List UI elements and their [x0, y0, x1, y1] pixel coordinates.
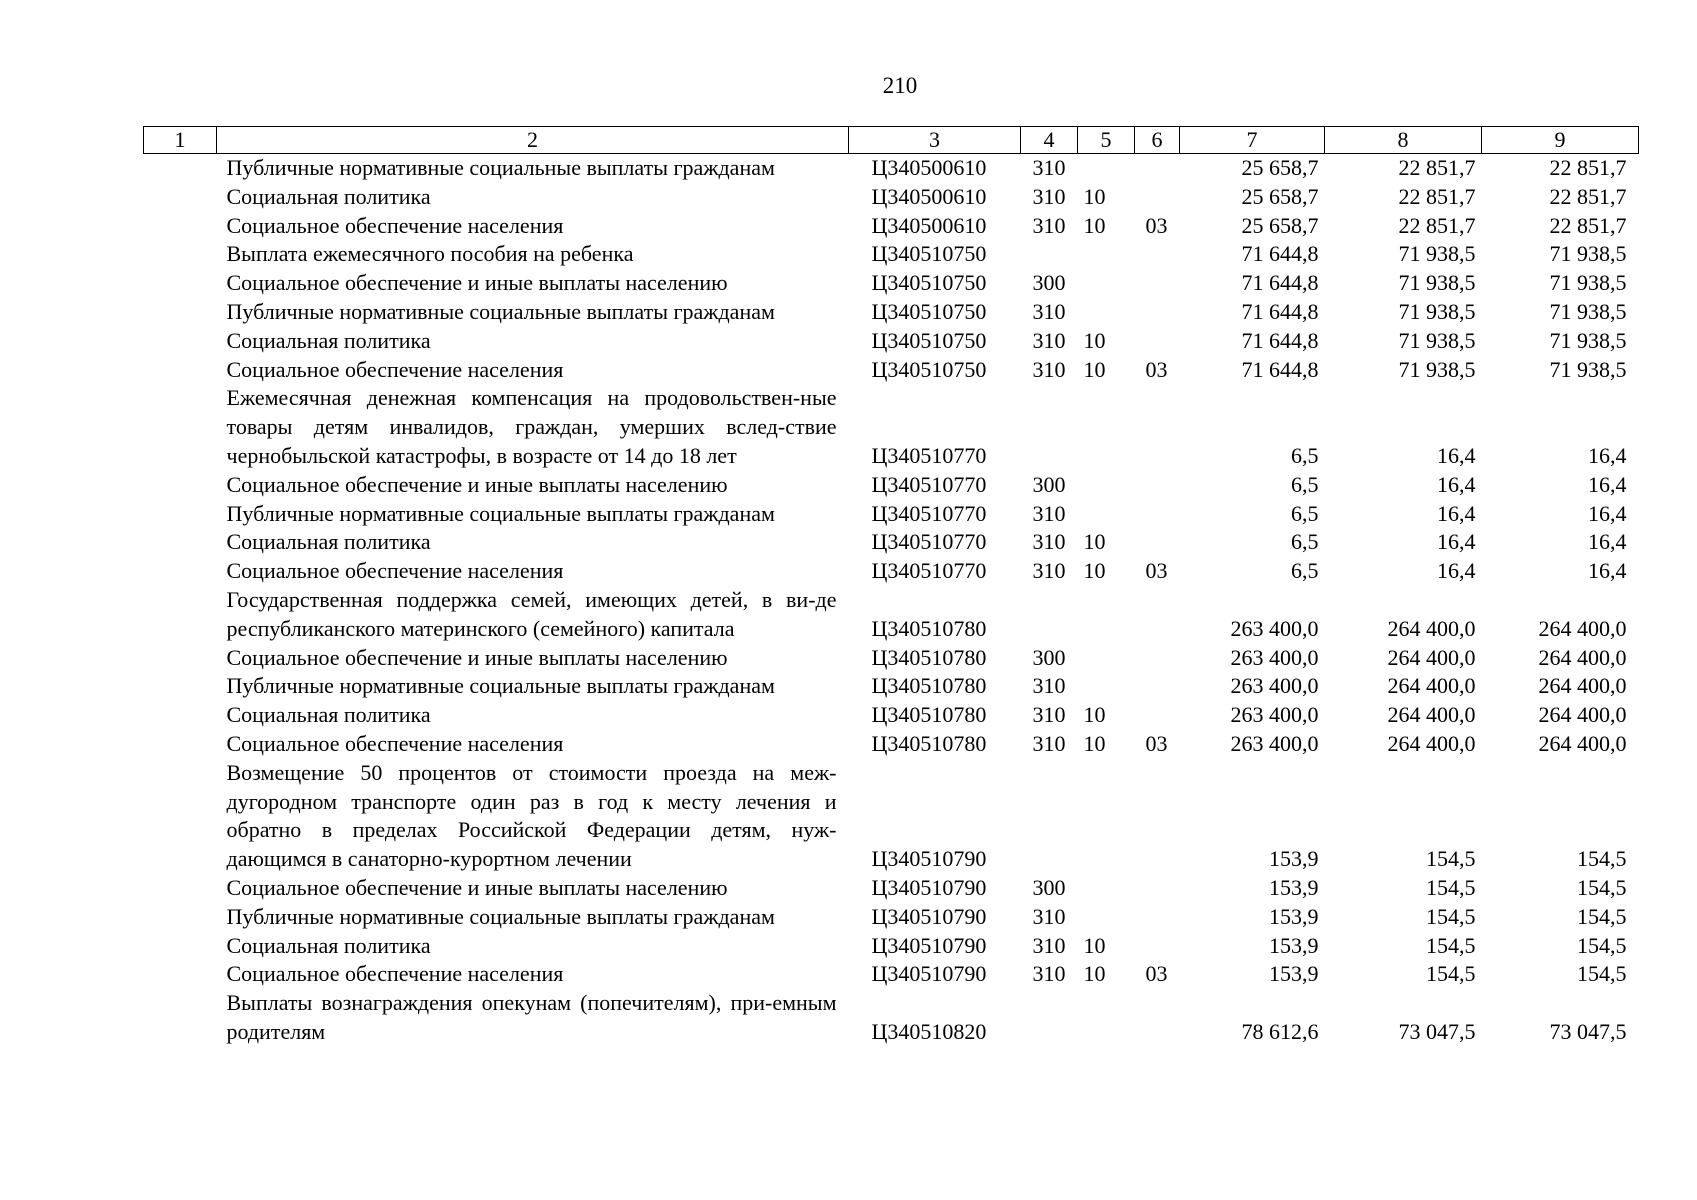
- row-spacer-cell: [144, 932, 217, 961]
- amount-col-7: 263 400,0: [1230, 615, 1319, 641]
- amount-col-7: 71 644,8: [1241, 298, 1319, 324]
- amount-col-8: 22 851,7: [1398, 212, 1476, 238]
- header-row: [144, 127, 1639, 154]
- row-spacer-cell: [144, 356, 217, 385]
- amount-col-8: 264 400,0: [1387, 615, 1476, 641]
- amount-col-7: 263 400,0: [1230, 673, 1319, 699]
- amount-col-9: 22 851,7: [1549, 212, 1627, 238]
- target-article-code: Ц340510770: [871, 529, 987, 555]
- table-row: [144, 586, 1639, 644]
- target-article-code: Ц340500610: [871, 183, 987, 209]
- subsection-code: [1135, 500, 1180, 529]
- row-spacer-cell: [144, 212, 217, 241]
- subsection-code: [1135, 874, 1180, 903]
- section-code: 10: [1083, 327, 1106, 353]
- expense-group: 310: [1032, 932, 1066, 958]
- row-spacer-cell: [144, 298, 217, 327]
- amount-col-9: 71 938,5: [1549, 327, 1627, 353]
- table-row: [144, 154, 1639, 183]
- amount-col-9: 264 400,0: [1538, 702, 1627, 728]
- amount-col-9: 73 047,5: [1549, 1018, 1627, 1044]
- amount-col-9: 16,4: [1588, 471, 1627, 497]
- amount-col-8: 22 851,7: [1398, 155, 1476, 180]
- column-number-header: 4: [1021, 127, 1078, 154]
- amount-col-7: 71 644,8: [1241, 241, 1319, 267]
- section-code: 10: [1083, 932, 1106, 958]
- subsection-code: [1135, 298, 1180, 327]
- row-spacer-cell: [144, 154, 217, 183]
- amount-col-7: 153,9: [1269, 961, 1319, 987]
- target-article-code: Ц340510770: [871, 471, 987, 497]
- target-article-code: Ц340510750: [871, 327, 987, 353]
- expense-group: [1021, 240, 1078, 269]
- subsection-code: [1135, 903, 1180, 932]
- item-name: Социальное обеспечение и иные выплаты населению: [226, 471, 728, 497]
- expense-group: 310: [1032, 212, 1066, 238]
- section-code: [1078, 500, 1135, 529]
- target-article-code: Ц340510770: [871, 558, 987, 584]
- table-row: [144, 730, 1639, 759]
- item-name: Выплата ежемесячного пособия на ребенка: [226, 241, 634, 267]
- amount-col-9: 22 851,7: [1549, 155, 1627, 180]
- row-spacer-cell: [144, 327, 217, 356]
- amount-col-8: 71 938,5: [1398, 327, 1476, 353]
- row-spacer-cell: [144, 500, 217, 529]
- amount-col-7: 71 644,8: [1241, 327, 1319, 353]
- budget-table: [143, 126, 1639, 1047]
- amount-col-9: 22 851,7: [1549, 183, 1627, 209]
- amount-col-8: 16,4: [1437, 558, 1476, 584]
- table-row: [144, 240, 1639, 269]
- table-row: [144, 356, 1639, 385]
- subsection-code: [1135, 672, 1180, 701]
- section-code: 10: [1083, 356, 1106, 382]
- amount-col-8: 154,5: [1426, 874, 1476, 900]
- target-article-code: Ц340510780: [871, 615, 987, 641]
- amount-col-9: 71 938,5: [1549, 298, 1627, 324]
- expense-group: 300: [1032, 270, 1066, 296]
- target-article-code: Ц340510780: [871, 702, 987, 728]
- row-spacer-cell: [144, 759, 217, 874]
- expense-group: 310: [1032, 558, 1066, 584]
- table-row: [144, 327, 1639, 356]
- amount-col-7: 153,9: [1269, 846, 1319, 872]
- amount-col-7: 6,5: [1291, 442, 1319, 468]
- subsection-code: 03: [1145, 212, 1168, 238]
- page-number: 210: [882, 73, 918, 98]
- item-name: Публичные нормативные социальные выплаты гражданам: [226, 673, 775, 699]
- expense-group: 310: [1032, 183, 1066, 209]
- table-row: [144, 298, 1639, 327]
- amount-col-8: 264 400,0: [1387, 730, 1476, 756]
- subsection-code: [1135, 384, 1180, 470]
- item-name: Социальная политика: [226, 932, 431, 958]
- section-code: 10: [1083, 183, 1106, 209]
- subsection-code: [1135, 759, 1180, 874]
- amount-col-8: 264 400,0: [1387, 644, 1476, 670]
- subsection-code: [1135, 240, 1180, 269]
- amount-col-8: 154,5: [1426, 903, 1476, 929]
- column-number-header: 5: [1078, 127, 1135, 154]
- item-name: Возмещение 50 процентов от стоимости проезда на меж-дугородном транспорте один раз в год к месту лечения и обратно в пределах Российской Федерации детям, нуж-дающимся в санаторно-курортном лечении: [226, 759, 837, 872]
- row-spacer-cell: [144, 240, 217, 269]
- target-article-code: Ц340510820: [871, 1018, 987, 1044]
- amount-col-8: 264 400,0: [1387, 702, 1476, 728]
- row-spacer-cell: [144, 874, 217, 903]
- expense-group: [1021, 586, 1078, 644]
- item-name: Социальное обеспечение населения: [226, 961, 564, 987]
- amount-col-8: 154,5: [1426, 961, 1476, 987]
- section-code: [1078, 154, 1135, 183]
- target-article-code: Ц340510770: [871, 500, 987, 526]
- row-spacer-cell: [144, 730, 217, 759]
- target-article-code: Ц340510790: [871, 961, 987, 987]
- table-row: [144, 212, 1639, 241]
- amount-col-7: 25 658,7: [1241, 155, 1319, 180]
- section-code: [1078, 989, 1135, 1047]
- expense-group: 300: [1032, 874, 1066, 900]
- section-code: 10: [1083, 212, 1106, 238]
- section-code: 10: [1083, 558, 1106, 584]
- amount-col-9: 71 938,5: [1549, 241, 1627, 267]
- target-article-code: Ц340510780: [871, 673, 987, 699]
- amount-col-8: 154,5: [1426, 846, 1476, 872]
- amount-col-9: 264 400,0: [1538, 673, 1627, 699]
- amount-col-9: 16,4: [1588, 500, 1627, 526]
- subsection-code: [1135, 183, 1180, 212]
- amount-col-8: 16,4: [1437, 442, 1476, 468]
- expense-group: 310: [1032, 529, 1066, 555]
- expense-group: 310: [1032, 500, 1066, 526]
- table-row: [144, 269, 1639, 298]
- section-code: [1078, 298, 1135, 327]
- row-spacer-cell: [144, 903, 217, 932]
- target-article-code: Ц340510780: [871, 730, 987, 756]
- subsection-code: [1135, 989, 1180, 1047]
- amount-col-8: 22 851,7: [1398, 183, 1476, 209]
- expense-group: 310: [1032, 702, 1066, 728]
- target-article-code: Ц340500610: [871, 155, 987, 180]
- amount-col-7: 153,9: [1269, 903, 1319, 929]
- subsection-code: [1135, 932, 1180, 961]
- amount-col-8: 73 047,5: [1398, 1018, 1476, 1044]
- amount-col-8: 16,4: [1437, 471, 1476, 497]
- table-row: [144, 759, 1639, 874]
- amount-col-9: 154,5: [1577, 961, 1627, 987]
- item-name: Социальная политика: [226, 327, 431, 353]
- table-body: [144, 154, 1639, 1047]
- target-article-code: Ц340510790: [871, 874, 987, 900]
- column-number-header: 3: [849, 127, 1021, 154]
- table-row: [144, 960, 1639, 989]
- subsection-code: 03: [1145, 730, 1168, 756]
- subsection-code: [1135, 269, 1180, 298]
- section-code: [1078, 586, 1135, 644]
- subsection-code: [1135, 471, 1180, 500]
- amount-col-7: 263 400,0: [1230, 644, 1319, 670]
- amount-col-8: 264 400,0: [1387, 673, 1476, 699]
- amount-col-9: 71 938,5: [1549, 270, 1627, 296]
- subsection-code: [1135, 154, 1180, 183]
- subsection-code: 03: [1145, 961, 1168, 987]
- item-name: Социальная политика: [226, 529, 431, 555]
- expense-group: 300: [1032, 471, 1066, 497]
- amount-col-9: 154,5: [1577, 903, 1627, 929]
- item-name: Государственная поддержка семей, имеющих детей, в ви-де республиканского материнского (семейного) капитала: [226, 586, 837, 641]
- subsection-code: [1135, 644, 1180, 673]
- target-article-code: Ц340510750: [871, 241, 987, 267]
- row-spacer-cell: [144, 557, 217, 586]
- amount-col-8: 71 938,5: [1398, 270, 1476, 296]
- subsection-code: [1135, 327, 1180, 356]
- expense-group: 310: [1032, 730, 1066, 756]
- table-row: [144, 384, 1639, 470]
- subsection-code: 03: [1145, 558, 1168, 584]
- expense-group: 310: [1032, 356, 1066, 382]
- subsection-code: [1135, 701, 1180, 730]
- row-spacer-cell: [144, 528, 217, 557]
- item-name: Выплаты вознаграждения опекунам (попечителям), при-емным родителям: [226, 990, 837, 1044]
- column-number-header: 7: [1180, 127, 1325, 154]
- row-spacer-cell: [144, 384, 217, 470]
- target-article-code: Ц340510750: [871, 356, 987, 382]
- table-row: [144, 989, 1639, 1047]
- amount-col-9: 264 400,0: [1538, 730, 1627, 756]
- row-spacer-cell: [144, 471, 217, 500]
- item-name: Публичные нормативные социальные выплаты гражданам: [226, 500, 775, 526]
- amount-col-7: 6,5: [1291, 529, 1319, 555]
- amount-col-9: 16,4: [1588, 442, 1627, 468]
- section-code: 10: [1083, 730, 1106, 756]
- item-name: Публичные нормативные социальные выплаты гражданам: [226, 298, 775, 324]
- amount-col-7: 6,5: [1291, 558, 1319, 584]
- section-code: 10: [1083, 702, 1106, 728]
- table-row: [144, 557, 1639, 586]
- expense-group: 310: [1032, 673, 1066, 699]
- item-name: Социальное обеспечение и иные выплаты населению: [226, 644, 728, 670]
- item-name: Социальное обеспечение населения: [226, 730, 564, 756]
- column-number-header: 2: [217, 127, 849, 154]
- row-spacer-cell: [144, 672, 217, 701]
- amount-col-9: 154,5: [1577, 846, 1627, 872]
- table-row: [144, 471, 1639, 500]
- item-name: Публичные нормативные социальные выплаты гражданам: [226, 903, 775, 929]
- section-code: 10: [1083, 961, 1106, 987]
- section-code: [1078, 903, 1135, 932]
- amount-col-7: 6,5: [1291, 471, 1319, 497]
- table-row: [144, 644, 1639, 673]
- amount-col-7: 25 658,7: [1241, 212, 1319, 238]
- table-row: [144, 183, 1639, 212]
- expense-group: [1021, 384, 1078, 470]
- item-name: Социальное обеспечение и иные выплаты населению: [226, 874, 728, 900]
- amount-col-8: 71 938,5: [1398, 298, 1476, 324]
- table-row: [144, 528, 1639, 557]
- column-number-header: 8: [1325, 127, 1482, 154]
- amount-col-7: 153,9: [1269, 932, 1319, 958]
- section-code: [1078, 644, 1135, 673]
- section-code: [1078, 269, 1135, 298]
- amount-col-7: 71 644,8: [1241, 270, 1319, 296]
- amount-col-7: 6,5: [1291, 500, 1319, 526]
- expense-group: [1021, 759, 1078, 874]
- row-spacer-cell: [144, 701, 217, 730]
- section-code: [1078, 240, 1135, 269]
- item-name: Социальное обеспечение и иные выплаты населению: [226, 270, 728, 296]
- section-code: 10: [1083, 529, 1106, 555]
- amount-col-8: 16,4: [1437, 529, 1476, 555]
- column-number-header: 1: [144, 127, 217, 154]
- amount-col-9: 16,4: [1588, 558, 1627, 584]
- amount-col-9: 264 400,0: [1538, 644, 1627, 670]
- target-article-code: Ц340510750: [871, 298, 987, 324]
- amount-col-9: 16,4: [1588, 529, 1627, 555]
- expense-group: [1021, 989, 1078, 1047]
- table-row: [144, 672, 1639, 701]
- item-name: Публичные нормативные социальные выплаты гражданам: [226, 155, 775, 180]
- amount-col-7: 78 612,6: [1241, 1018, 1319, 1044]
- item-name: Социальное обеспечение населения: [226, 212, 564, 238]
- amount-col-9: 71 938,5: [1549, 356, 1627, 382]
- amount-col-9: 154,5: [1577, 932, 1627, 958]
- expense-group: 310: [1032, 903, 1066, 929]
- target-article-code: Ц340510790: [871, 903, 987, 929]
- amount-col-7: 263 400,0: [1230, 730, 1319, 756]
- item-name: Социальная политика: [226, 183, 431, 209]
- target-article-code: Ц340510770: [871, 442, 987, 468]
- amount-col-9: 264 400,0: [1538, 615, 1627, 641]
- amount-col-8: 154,5: [1426, 932, 1476, 958]
- subsection-code: [1135, 586, 1180, 644]
- section-code: [1078, 471, 1135, 500]
- amount-col-9: 154,5: [1577, 874, 1627, 900]
- table-row: [144, 500, 1639, 529]
- section-code: [1078, 672, 1135, 701]
- expense-group: 300: [1032, 644, 1066, 670]
- target-article-code: Ц340510790: [871, 932, 987, 958]
- subsection-code: 03: [1145, 356, 1168, 382]
- amount-col-7: 153,9: [1269, 874, 1319, 900]
- amount-col-8: 71 938,5: [1398, 241, 1476, 267]
- item-name: Социальная политика: [226, 702, 431, 728]
- target-article-code: Ц340500610: [871, 212, 987, 238]
- table-row: [144, 701, 1639, 730]
- expense-group: 310: [1032, 327, 1066, 353]
- item-name: Ежемесячная денежная компенсация на продовольствен-ные товары детям инвалидов, граждан, умерших вслед-ствие чернобыльской катастрофы, в возрасте от 14 до 18 лет: [226, 385, 837, 468]
- row-spacer-cell: [144, 989, 217, 1047]
- subsection-code: [1135, 528, 1180, 557]
- section-code: [1078, 759, 1135, 874]
- target-article-code: Ц340510790: [871, 846, 987, 872]
- table-row: [144, 903, 1639, 932]
- table-row: [144, 874, 1639, 903]
- item-name: Социальное обеспечение населения: [226, 356, 564, 382]
- row-spacer-cell: [144, 960, 217, 989]
- table-row: [144, 932, 1639, 961]
- amount-col-7: 25 658,7: [1241, 183, 1319, 209]
- target-article-code: Ц340510750: [871, 270, 987, 296]
- section-code: [1078, 384, 1135, 470]
- row-spacer-cell: [144, 269, 217, 298]
- expense-group: 310: [1032, 961, 1066, 987]
- amount-col-7: 71 644,8: [1241, 356, 1319, 382]
- row-spacer-cell: [144, 586, 217, 644]
- row-spacer-cell: [144, 644, 217, 673]
- table-header: [144, 127, 1639, 154]
- amount-col-8: 16,4: [1437, 500, 1476, 526]
- column-number-header: 9: [1482, 127, 1639, 154]
- item-name: Социальное обеспечение населения: [226, 558, 564, 584]
- amount-col-7: 263 400,0: [1230, 702, 1319, 728]
- column-number-header: 6: [1135, 127, 1180, 154]
- section-code: [1078, 874, 1135, 903]
- expense-group: 310: [1032, 155, 1066, 180]
- amount-col-8: 71 938,5: [1398, 356, 1476, 382]
- row-spacer-cell: [144, 183, 217, 212]
- target-article-code: Ц340510780: [871, 644, 987, 670]
- expense-group: 310: [1032, 298, 1066, 324]
